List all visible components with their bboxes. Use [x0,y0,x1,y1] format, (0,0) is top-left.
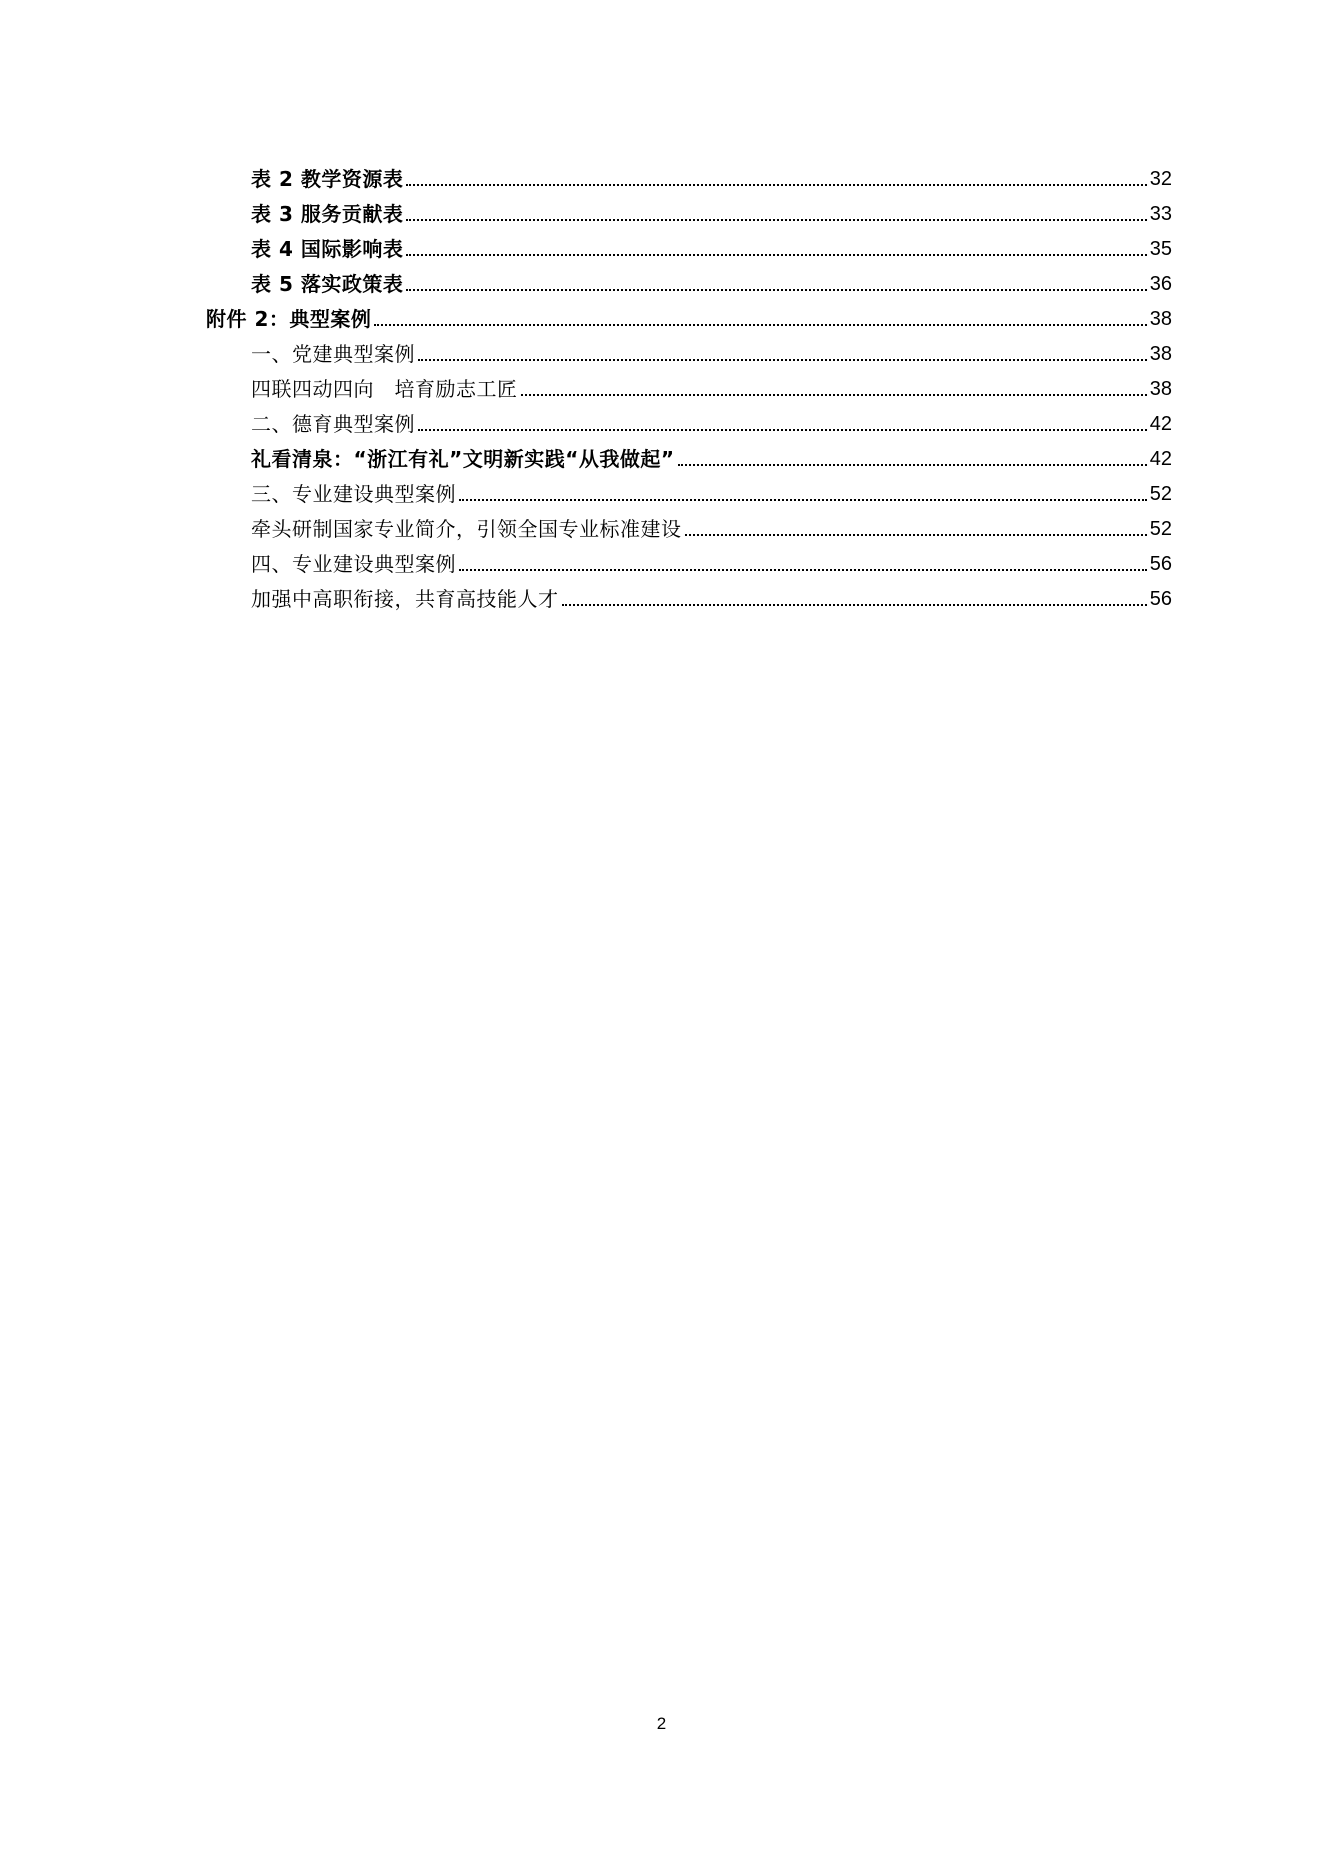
toc-dot-leader [374,324,1146,326]
toc-dot-leader [406,289,1146,291]
toc-dot-leader [406,219,1146,221]
toc-entry[interactable] [251,442,1172,472]
toc-entry-title: 表 5 落实政策表 [251,272,404,296]
toc-entry-page: 32 [1149,168,1172,190]
toc-entry[interactable] [251,337,1172,367]
toc-entry-page: 52 [1149,518,1172,540]
toc-entry[interactable] [251,512,1172,542]
toc-entry-title: 表 3 服务贡献表 [251,202,404,226]
toc-entry-title: 三、专业建设典型案例 [251,482,456,506]
toc-entry-page: 42 [1149,413,1172,435]
toc-entry[interactable] [251,232,1172,262]
toc-dot-leader [678,464,1147,466]
toc-dot-leader [459,569,1147,571]
toc-dot-leader [418,359,1147,361]
toc-entry-title: 牵头研制国家专业简介，引领全国专业标准建设 [251,517,682,541]
toc-entry-title: 四联四动四向 培育励志工匠 [251,377,518,401]
toc-dot-leader [562,604,1147,606]
toc-entry-page: 36 [1149,273,1172,295]
toc-entry-title: 礼看清泉：“浙江有礼”文明新实践“从我做起” [251,447,675,471]
toc-entry-title: 二、德育典型案例 [251,412,415,436]
toc-entry-page: 38 [1149,308,1172,330]
toc-entry-page: 38 [1149,378,1172,400]
toc-entry-page: 56 [1149,553,1172,575]
toc-entry-title: 附件 2：典型案例 [206,307,372,331]
toc-entry[interactable] [251,407,1172,437]
toc-entry-page: 35 [1149,238,1172,260]
toc-entry-title: 表 2 教学资源表 [251,167,404,191]
page-number: 2 [656,1714,667,1733]
toc-entry[interactable] [251,477,1172,507]
toc-entry-page: 42 [1149,448,1172,470]
toc-entry[interactable] [251,267,1172,297]
toc-entry[interactable] [251,197,1172,227]
toc-entry[interactable] [206,302,1172,332]
toc-entry-page: 56 [1149,588,1172,610]
toc-dot-leader [418,429,1147,431]
toc-dot-leader [406,254,1146,256]
toc-entry-page: 33 [1149,203,1172,225]
toc-entry-page: 52 [1149,483,1172,505]
toc-entry-title: 四、专业建设典型案例 [251,552,456,576]
toc-dot-leader [406,184,1146,186]
toc-dot-leader [685,534,1147,536]
toc-entry[interactable] [251,582,1172,612]
toc-entry[interactable] [251,372,1172,402]
toc-dot-leader [459,499,1147,501]
toc-dot-leader [521,394,1147,396]
toc-entry[interactable] [251,547,1172,577]
toc-entry-title: 表 4 国际影响表 [251,237,404,261]
toc-entry-title: 一、党建典型案例 [251,342,415,366]
toc-entry-page: 38 [1149,343,1172,365]
toc-entry-title: 加强中高职衔接，共育高技能人才 [251,587,559,611]
toc-entry[interactable] [251,162,1172,192]
